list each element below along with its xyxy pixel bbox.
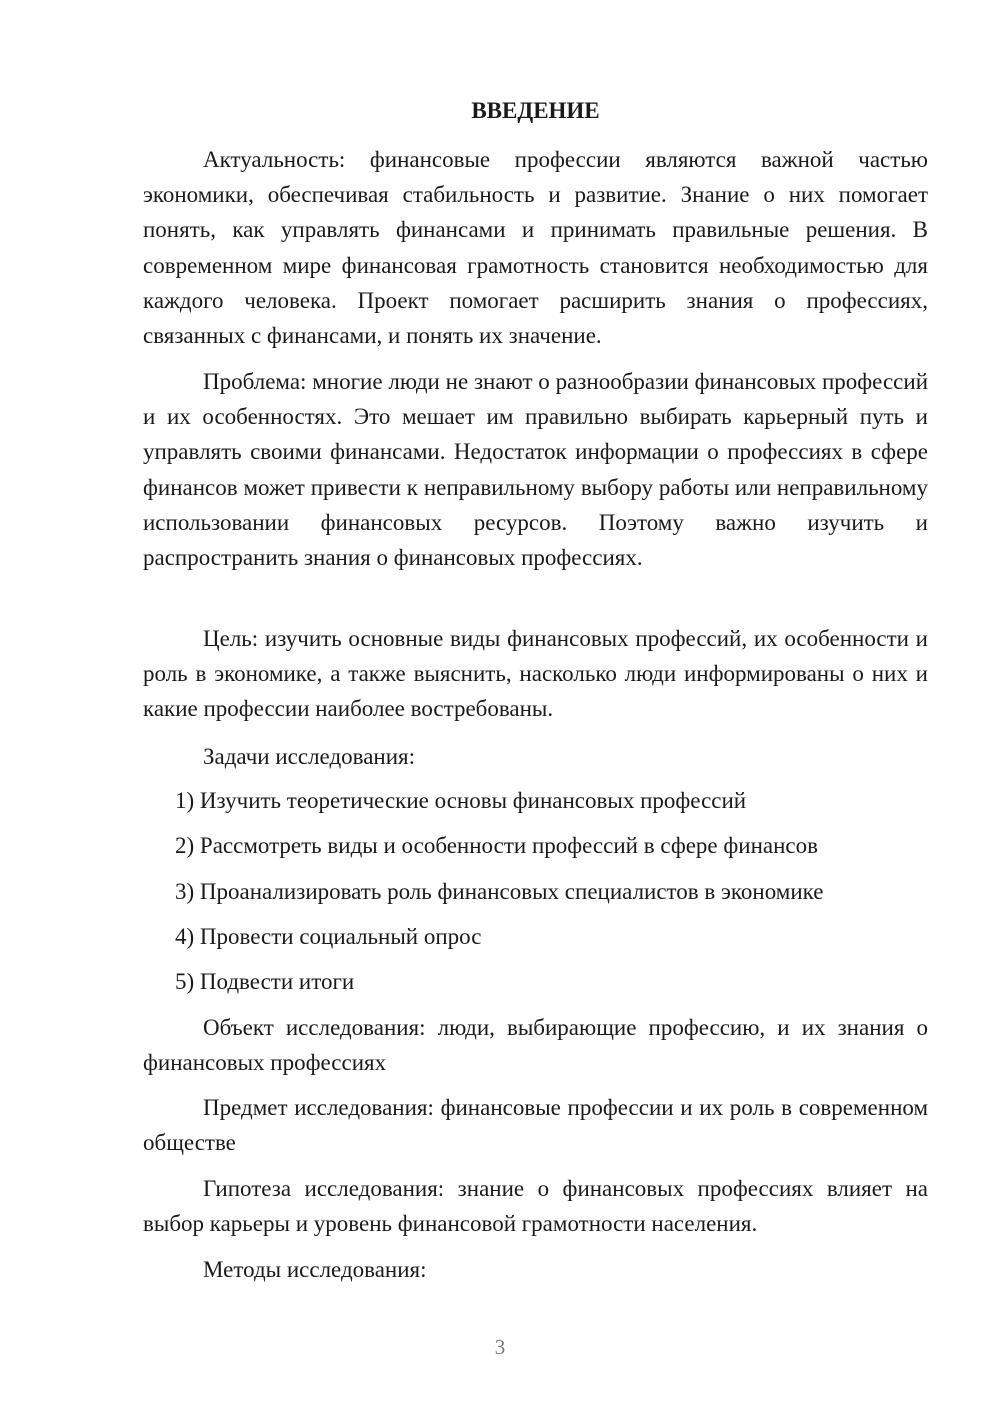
task-item: 1) Изучить теоретические основы финансовых профессий — [175, 788, 747, 813]
task-item: 3) Проанализировать роль финансовых специалистов в экономике — [175, 879, 824, 904]
task-item: 2) Рассмотреть виды и особенности профессий в сфере финансов — [175, 833, 818, 858]
paragraph-problem: Проблема: многие люди не знают о разнообразии финансовых профессий и их особенностях. Это мешает им правильно выбирать карьерный путь и управлять своими финансами. Недостаток информации о профессиях в сфере финансов может привести к неправильному выбору работы или неправильному использовании финансовых ресурсов. Поэтому важно изучить и распространить знания о финансовых профессиях. — [143, 369, 928, 571]
page-number: 3 — [494, 1335, 506, 1359]
paragraph-hypothesis: Гипотеза исследования: знание о финансовых профессиях влияет на выбор карьеры и уровень финансовой грамотности населения. — [143, 1176, 928, 1237]
task-item: 5) Подвести итоги — [175, 969, 355, 994]
methods-heading: Методы исследования: — [203, 1257, 427, 1282]
tasks-heading: Задачи исследования: — [203, 744, 416, 769]
paragraph-subject: Предмет исследования: финансовые профессии и их роль в современном обществе — [143, 1095, 928, 1156]
task-item: 4) Провести социальный опрос — [175, 924, 482, 949]
section-title: ВВЕДЕНИЕ — [471, 98, 600, 123]
paragraph-object: Объект исследования: люди, выбирающие профессию, и их знания о финансовых профессиях — [143, 1015, 928, 1076]
paragraph-goal: Цель: изучить основные виды финансовых профессий, их особенности и роль в экономике, а также выяснить, насколько люди информированы о них и какие профессии наиболее востребованы. — [143, 626, 928, 722]
paragraph-relevance: Актуальность: финансовые профессии являются важной частью экономики, обеспечивая стабильность и развитие. Знание о них помогает понять, как управлять финансами и принимать правильные решения. В современном мире финансовая грамотность становится необходимостью для каждого человека. Проект помогает расширить знания о профессиях, связанных с финансами, и понять их значение. — [143, 147, 928, 349]
